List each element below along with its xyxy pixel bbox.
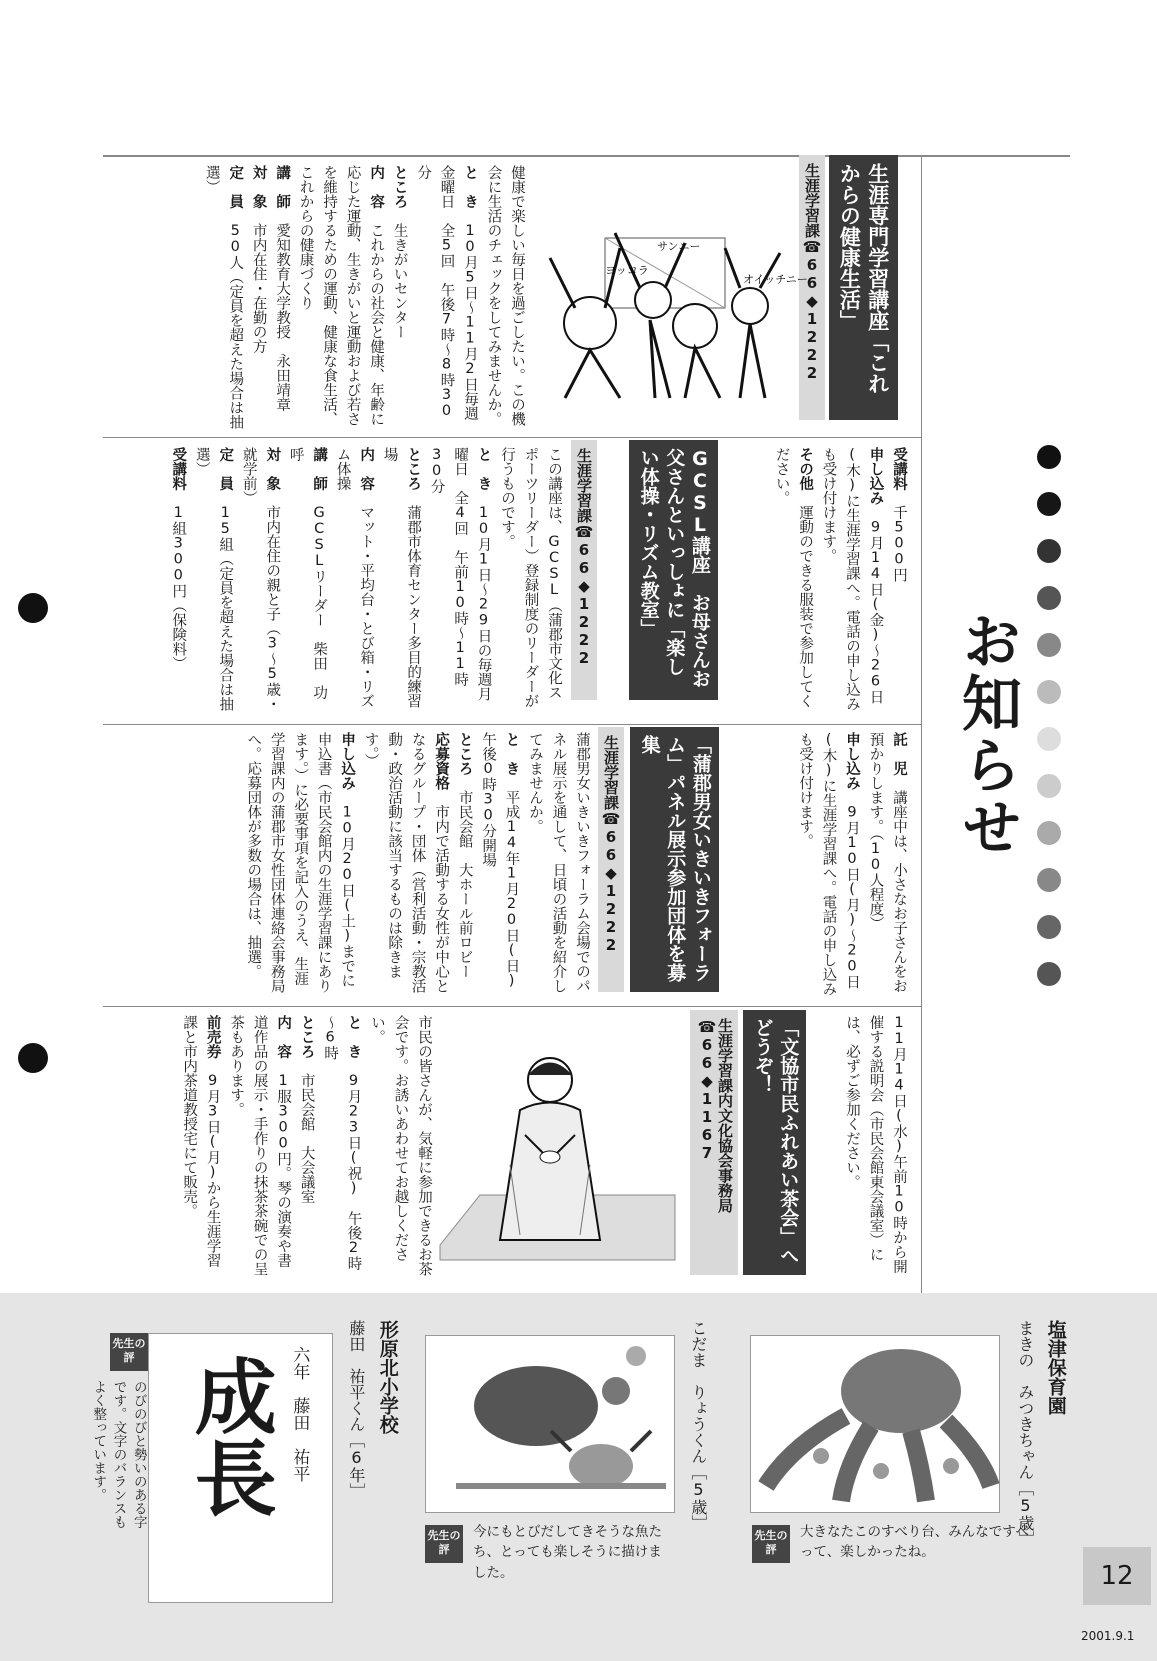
label: 申し込み (339, 732, 356, 790)
illustration-word: サンニー (657, 240, 701, 253)
child-name: 藤田 祐平くん (346, 1320, 366, 1432)
health-other: 運動のできる服装で参加してください。 (773, 447, 814, 708)
gallery-child-name (1012, 1320, 1038, 1550)
gallery-school: 塩津保育園 (1044, 1320, 1067, 1415)
gcsl-childcare: 講座中は、小さなお子さんをお預かりします。（10人程度） (867, 732, 907, 993)
gcsl-title: GCSL講座 お母さんお父さんといっしょに「楽しい体操・リズム教室」 (629, 440, 718, 700)
tea-title: 「文協市民ふれあい茶会」へどうぞ！ (743, 1010, 806, 1275)
label: 受講料 (170, 447, 187, 491)
gcsl-target: 市内在住の親と子（3～5歳・就学前） (240, 447, 281, 711)
tea-body (150, 1015, 435, 1280)
sensei-badge: 先生の評 (425, 1525, 463, 1563)
health-capacity: 50人（定員を超えた場合は抽選） (203, 165, 244, 429)
side-rule (921, 155, 922, 1293)
forum-intro: 蒲郡男女いきいきフォーラム会場でのパネル展示を通して、日頃の活動を紹介してみませんか。 (527, 732, 590, 993)
tea-when: 9月23日(祝) 午後2時～6時 (322, 1015, 362, 1271)
teacher-comment: のびのびと勢いのある字です。文字のバランスもよく整っています。 (90, 1380, 147, 1529)
page-number: 12 (1083, 1547, 1151, 1605)
child-name: こだま りょうくん (688, 1320, 708, 1464)
bullet-dot (1037, 492, 1061, 516)
gcsl-body-cont (745, 732, 910, 997)
health-lecturer: 愛知教育大学教授 永田靖章 (274, 223, 291, 412)
child-grade: ［5歳］ (1015, 1480, 1035, 1547)
bullet-dot (1037, 915, 1061, 939)
teacher-comment: 今にもとびだしてきそうな魚たち、とっても楽しそうに描けました。 (473, 1524, 662, 1581)
divider-1 (103, 437, 921, 438)
health-apply: 9月14日(金)～26日(木)に生涯学習課へ。電話の申し込みも受け付けます。 (820, 447, 884, 711)
health-where: 生きがいセンター (391, 223, 408, 339)
page-title: お知らせ (952, 610, 1022, 858)
gallery-child-name (685, 1320, 711, 1560)
label: 講 師 (274, 165, 291, 209)
punch-hole-lower (18, 1043, 48, 1073)
label: 応募資格 (433, 732, 450, 790)
bullet-dot (1037, 727, 1061, 751)
tea-where: 市民会館 大会議室 (298, 1073, 315, 1204)
gallery-school: 形原北小学校 (376, 1320, 399, 1434)
child-grade: ［5歳］ (688, 1464, 708, 1531)
gcsl-capacity: 15組（定員を超えた場合は抽選） (193, 447, 234, 711)
label: その他 (797, 447, 814, 491)
tea-ceremony-illustration (440, 1045, 675, 1265)
sensei-badge: 先生の評 (752, 1525, 790, 1563)
tea-content: 1服300円。琴の演奏や書道作品の展示・手作りの抹茶茶碗での呈茶もあります。 (228, 1015, 292, 1276)
bullet-dot (1037, 539, 1061, 563)
bullet-dot (1037, 868, 1061, 892)
label: 申し込み (867, 447, 884, 505)
illustration-word: ヨッコラ (605, 264, 649, 277)
label: ところ (298, 1015, 315, 1059)
issue-date: 2001.9.1 (1081, 1629, 1135, 1643)
health-fee: 千500円 (891, 505, 907, 582)
label: ところ (405, 447, 422, 491)
label: 受講料 (891, 447, 907, 491)
health-content: これからの社会と健康、年齢に応じた運動、生きがいと運動および若さを維持するための運動、健康な食生活、これからの健康づくり (297, 165, 385, 426)
label: 定 員 (227, 165, 244, 209)
label: 申し込み (844, 732, 861, 790)
bullet-dot (1037, 774, 1061, 798)
label: 前売券 (204, 1015, 221, 1059)
drawing-octopus-slide (750, 1335, 1000, 1513)
health-body-cont (745, 447, 910, 712)
forum-dept: 生涯学習課☎66◆1222 (598, 727, 624, 992)
divider-3 (103, 1006, 921, 1007)
label: ところ (391, 165, 408, 209)
label: 対 象 (264, 447, 281, 491)
punch-hole-upper (18, 593, 48, 623)
health-when: 10月5日～11月2日毎週金曜日 全5回 午後7時～8時30分 (415, 165, 479, 421)
forum-body (103, 732, 593, 997)
label: 内 容 (358, 447, 375, 491)
gcsl-body (103, 447, 565, 712)
bullet-dot (1037, 445, 1061, 469)
label: 定 員 (217, 447, 234, 491)
label: 内 容 (368, 165, 385, 209)
label: 内 容 (275, 1015, 292, 1059)
forum-when: 平成14年1月20日(日)午後0時30分開場 (480, 732, 520, 989)
forum-qual: 市内で活動する女性が中心となるグループ・団体（営利活動・宗教活動・政治活動に該当するものは除きます。） (362, 732, 450, 993)
gcsl-when: 10月1日～29日の毎週月曜日 全4回 午前10時～11時30分 (428, 447, 492, 701)
bullet-dot (1037, 586, 1061, 610)
label: 託 児 (891, 732, 907, 776)
health-target: 市内在住・在勤の方 (250, 223, 267, 354)
top-rule (103, 155, 1070, 157)
drawing-turtle-crab (425, 1335, 675, 1513)
tea-intro: 市民の皆さんが、気軽に参加できるお茶会です。お誘いあわせてお越しください。 (369, 1015, 432, 1276)
label: と き (462, 165, 479, 209)
label: と き (475, 447, 492, 491)
bullet-dot (1037, 821, 1061, 845)
child-name: まきの みつきちゃん (1015, 1320, 1035, 1480)
tea-dept: 生涯学習課内文化協会事務局☎66◆1167 (690, 1010, 738, 1275)
bullet-dot (1037, 633, 1061, 657)
gcsl-content: マット・平均台・とび箱・リズム体操 (334, 447, 375, 708)
gcsl-dept: 生涯学習課☎66◆1222 (571, 440, 597, 700)
label: 対 象 (250, 165, 267, 209)
label: ところ (456, 732, 473, 776)
bullet-dot (1037, 962, 1061, 986)
calligraphy-text: 成長 (181, 1354, 278, 1518)
gcsl-intro: この講座は、GCSL（蒲郡市文化スポーツリーダー）登録制度のリーダーが行うものです。 (499, 447, 562, 708)
gcsl-lecturer: GCSLリーダー 柴田 功呼 (287, 447, 328, 700)
health-title: 生涯専門学習講座「これからの健康生活」 (829, 155, 898, 420)
forum-title: 「蒲郡男女いきいきフォーラム」パネル展示参加団体を募集 (630, 727, 719, 992)
forum-where: 市民会館 大ホール前ロビー (456, 790, 473, 979)
gcsl-where: 蒲郡市体育センター多目的練習場 (381, 447, 422, 708)
label: 講 師 (311, 447, 328, 491)
bullet-dot (1037, 680, 1061, 704)
health-intro: 健康で楽しい毎日を過ごしたい。この機会に生活のチェックをしてみませんか。 (485, 165, 525, 426)
health-body (103, 165, 528, 430)
forum-briefing: 11月14日(水)午前10時から開催する説明会（市民会館東会議室）には、必ずご参加ください。 (844, 1015, 907, 1274)
divider-2 (103, 724, 921, 725)
sensei-badge: 先生の評 (110, 1333, 148, 1371)
illustration-word: オイッチニー (743, 273, 808, 286)
tea-presale: 9月3日(月)から生涯学習課と市内茶道教授宅にて販売。 (181, 1015, 221, 1268)
gcsl-fee: 1組300円（保険料） (170, 505, 187, 671)
teacher-comment: 大きなたこのすべり台、みんなですべって、楽しかったね。 (800, 1524, 1029, 1561)
label: と き (503, 732, 520, 776)
health-dept: 生涯学習課☎66◆1222 (799, 155, 825, 420)
calligraphy-signature: 六年 藤田 祐平 (289, 1346, 310, 1482)
gcsl-apply: 9月10日(月)～20日(木)に生涯学習課へ。電話の申し込みも受け付けます。 (797, 732, 861, 996)
exercise-illustration (545, 228, 808, 418)
label: と き (345, 1015, 362, 1059)
gallery-child-name (343, 1320, 369, 1540)
forum-apply: 10月20日(土)までに申込書（市民会館内の生涯学習課にあります。）に必要事項を記入のうえ、生涯学習課内の蒲郡市女性団体連絡会事務局へ。応募団体が多数の場合は、抽選。 (245, 732, 356, 993)
child-grade: ［6年］ (346, 1432, 366, 1499)
calligraphy-artwork (148, 1333, 333, 1603)
